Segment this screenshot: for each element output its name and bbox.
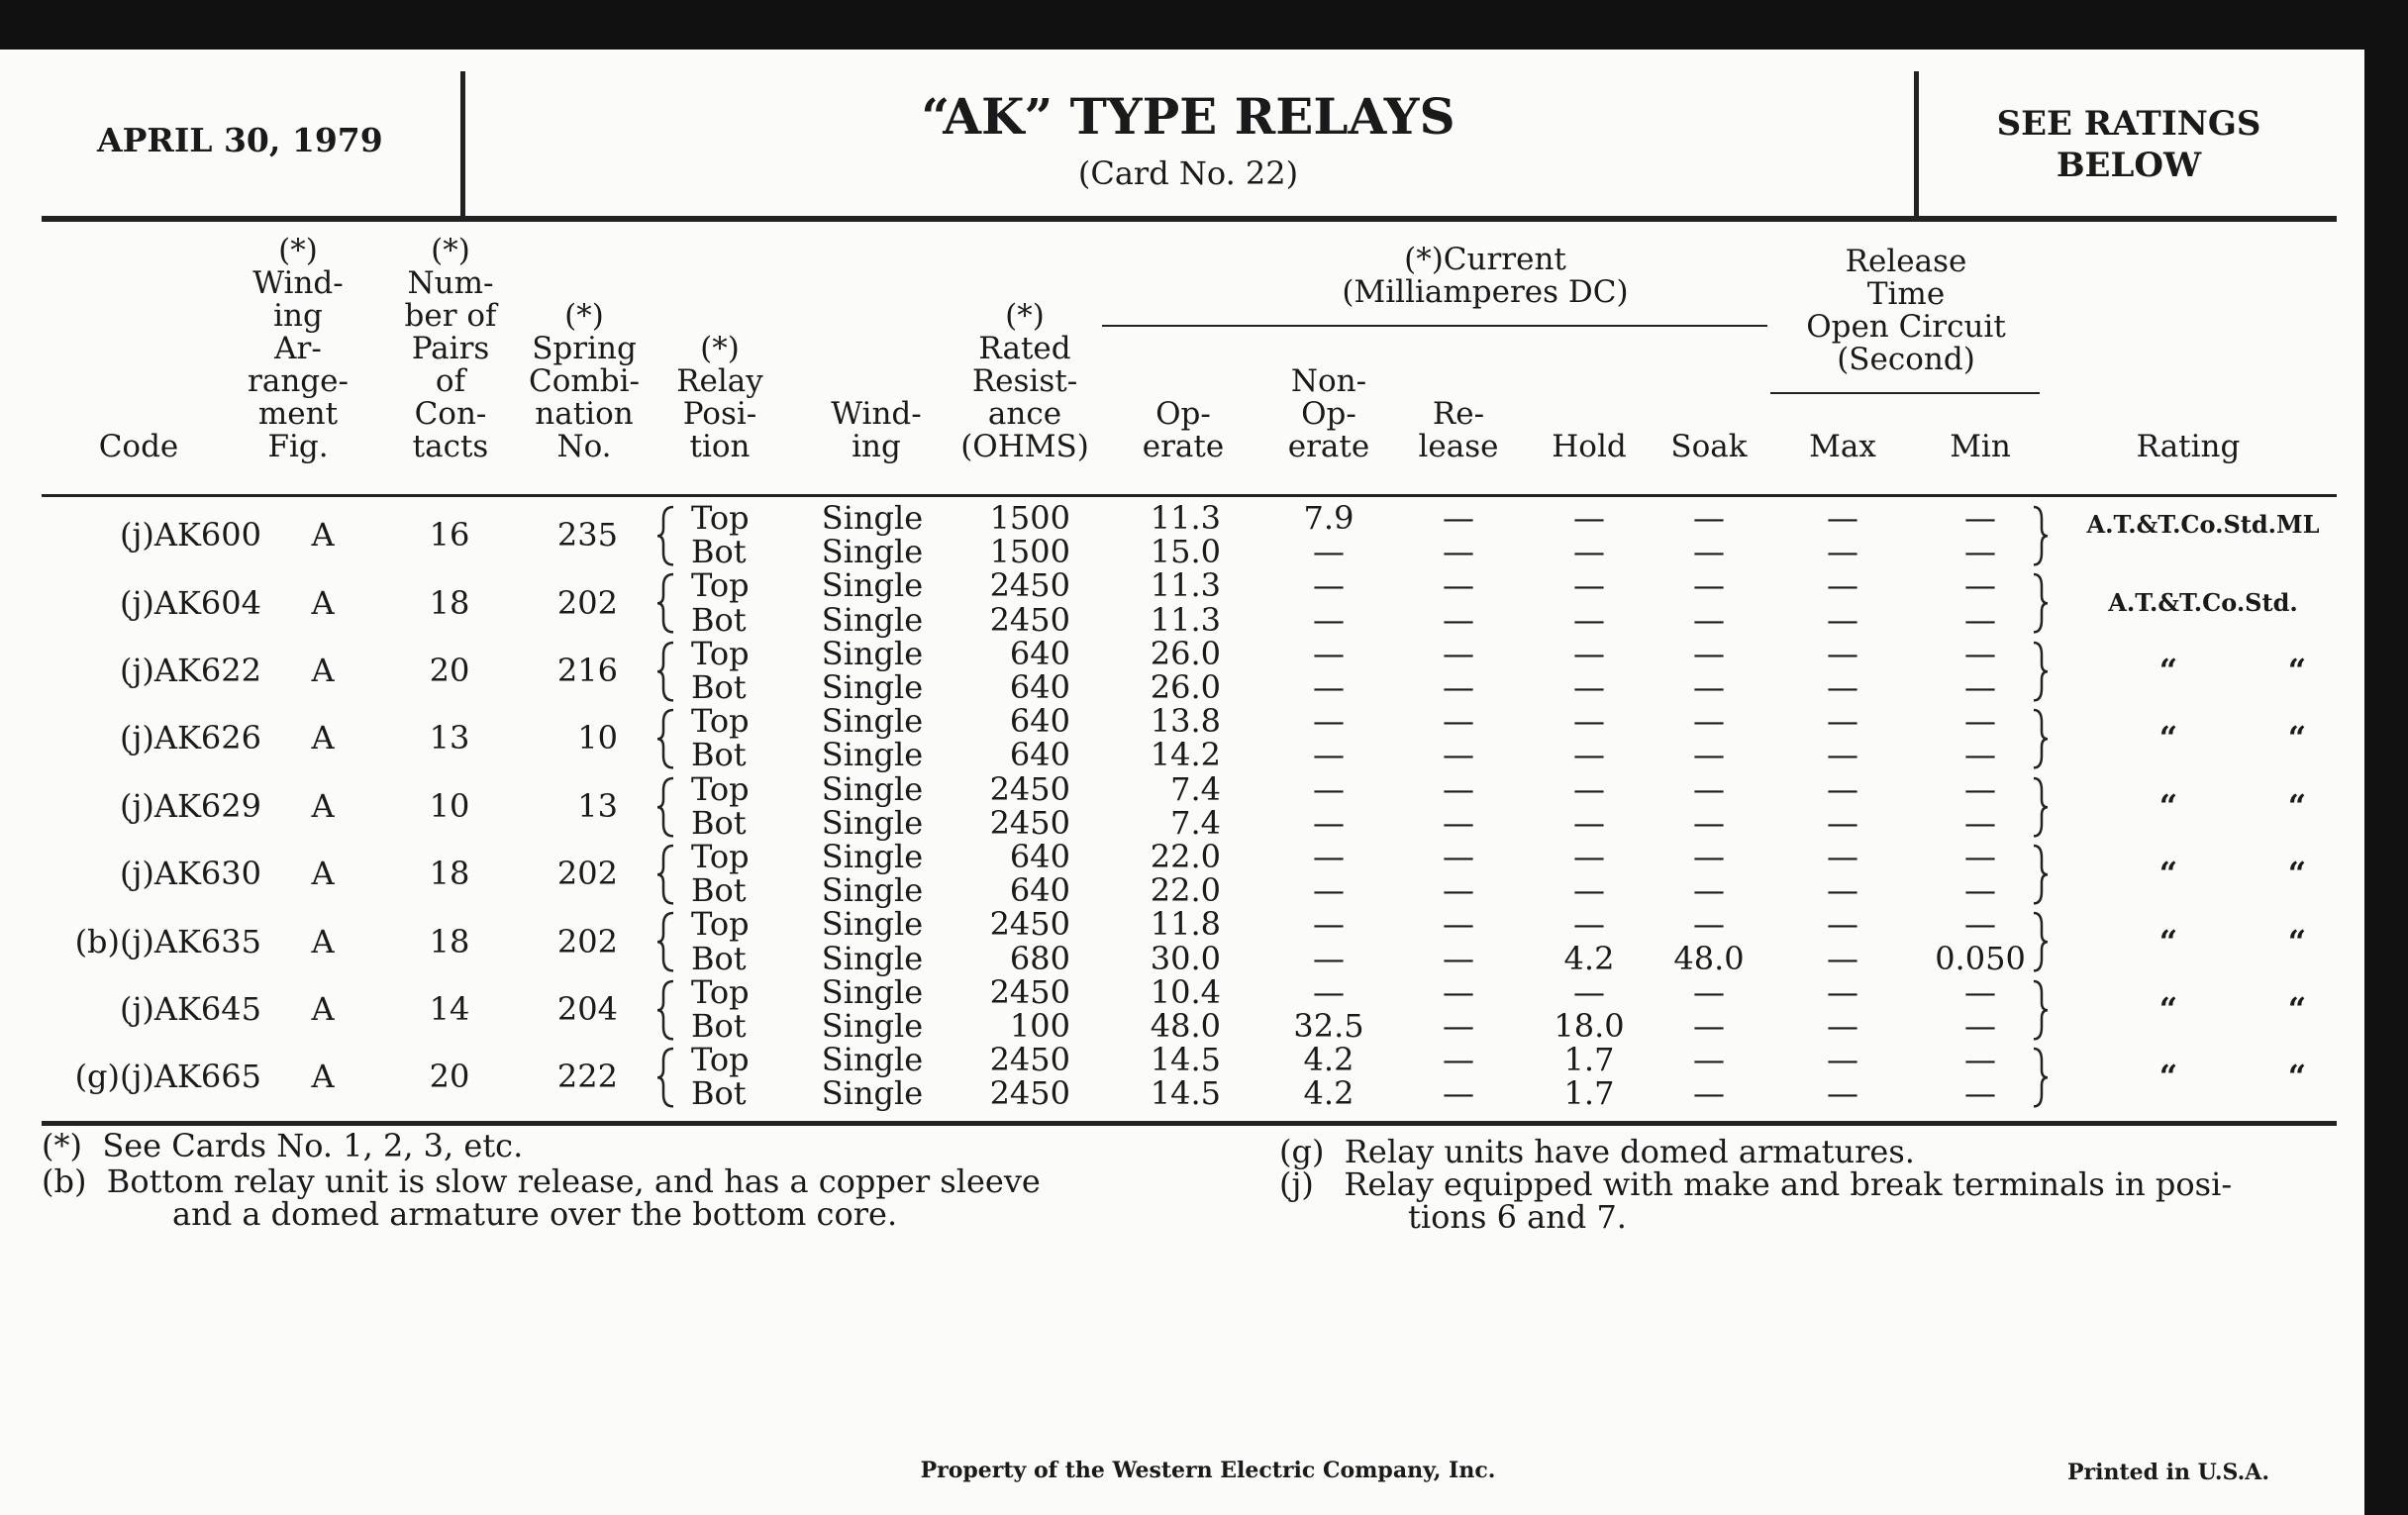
rated-resistance: 2450	[989, 1041, 1070, 1079]
release-time-max: —	[1827, 533, 1858, 571]
release-time-min: —	[1964, 905, 1996, 944]
release-time-min: —	[1964, 533, 1996, 571]
release-time-max: —	[1827, 702, 1858, 741]
soak-current: —	[1693, 634, 1725, 672]
rating: A.T.&T.Co.Std.ML	[2086, 510, 2320, 540]
operate-current: 11.3	[1150, 566, 1221, 605]
relay-position: Top	[691, 769, 750, 808]
soak-current: —	[1693, 566, 1725, 605]
rated-resistance: 2450	[989, 769, 1070, 808]
relay-position: Bot	[691, 803, 747, 842]
rating-ditto: “	[2158, 855, 2178, 893]
winding: Single	[821, 499, 924, 537]
spring-combination: 202	[556, 583, 618, 622]
winding-arrangement-fig: A	[311, 922, 335, 960]
rated-resistance: 640	[1009, 838, 1070, 875]
winding: Single	[821, 905, 924, 944]
left-brace	[657, 505, 677, 566]
soak-current: —	[1693, 1041, 1725, 1079]
soak-current: —	[1693, 1074, 1725, 1113]
soak-current: —	[1693, 1007, 1725, 1045]
release-current: —	[1443, 736, 1474, 774]
soak-current: —	[1693, 600, 1725, 639]
relay-code: (g)(j)AK665	[74, 1058, 261, 1096]
rated-resistance: 1500	[989, 499, 1070, 537]
release-time-max: —	[1827, 600, 1858, 639]
operate-current: 26.0	[1150, 634, 1221, 672]
spring-combination: 202	[556, 922, 618, 960]
rating-ditto: “	[2287, 719, 2307, 758]
release-time-max: —	[1827, 972, 1858, 1011]
rated-resistance: 2450	[989, 803, 1070, 842]
rated-resistance: 2450	[989, 566, 1070, 605]
header-rule	[42, 216, 2337, 222]
winding: Single	[821, 668, 924, 706]
right-brace	[2032, 1047, 2052, 1108]
right-brace	[2032, 641, 2052, 702]
right-brace	[2032, 776, 2052, 838]
release-time-max: —	[1827, 905, 1858, 944]
col-winding: Wind- ing	[831, 396, 922, 464]
rating-ditto: “	[2287, 651, 2307, 689]
winding-arrangement-fig: A	[311, 719, 335, 758]
non-operate-current: —	[1313, 769, 1345, 808]
pairs-of-contacts: 10	[429, 786, 470, 825]
release-time-min: —	[1964, 736, 1996, 774]
release-time-min: —	[1964, 769, 1996, 808]
operate-current: 7.4	[1170, 769, 1221, 808]
rating-ditto: “	[2287, 989, 2307, 1028]
release-current: —	[1443, 905, 1474, 944]
hold-current: —	[1573, 871, 1605, 910]
relay-code: (j)AK629	[120, 786, 261, 825]
col-release: Re- lease	[1418, 396, 1499, 464]
release-current: —	[1443, 871, 1474, 910]
hold-current: 1.7	[1563, 1041, 1615, 1079]
relay-position: Top	[691, 838, 750, 875]
winding: Single	[821, 1041, 924, 1079]
hold-current: 4.2	[1563, 939, 1615, 977]
left-brace	[657, 911, 677, 972]
spring-combination: 10	[577, 719, 618, 758]
table-bottom-rule	[42, 1121, 2337, 1126]
non-operate-current: —	[1313, 939, 1345, 977]
non-operate-current: —	[1313, 803, 1345, 842]
non-operate-current: —	[1313, 905, 1345, 944]
operate-current: 14.5	[1150, 1041, 1221, 1079]
non-operate-current: —	[1313, 634, 1345, 672]
relay-code: (b)(j)AK635	[74, 922, 261, 960]
footnote-g: (g) Relay units have domed armatures.	[1279, 1133, 1915, 1170]
rated-resistance: 640	[1009, 871, 1070, 910]
relay-position: Bot	[691, 1074, 747, 1113]
rated-resistance: 2450	[989, 972, 1070, 1011]
winding: Single	[821, 769, 924, 808]
non-operate-current: —	[1313, 600, 1345, 639]
release-time-max: —	[1827, 803, 1858, 842]
card-date: APRIL 30, 1979	[97, 121, 383, 159]
non-operate-current: —	[1313, 972, 1345, 1011]
winding: Single	[821, 1007, 924, 1045]
rated-resistance: 680	[1009, 939, 1070, 977]
soak-current: —	[1693, 871, 1725, 910]
non-operate-current: —	[1313, 533, 1345, 571]
col-operate: Op- erate	[1142, 396, 1225, 464]
soak-current: —	[1693, 769, 1725, 808]
release-current: —	[1443, 499, 1474, 537]
right-brace	[2032, 979, 2052, 1041]
rated-resistance: 1500	[989, 533, 1070, 571]
header-divider-left	[460, 71, 465, 216]
release-time-min: —	[1964, 838, 1996, 875]
non-operate-current: 32.5	[1293, 1007, 1364, 1045]
soak-current: —	[1693, 736, 1725, 774]
relay-code: (j)AK604	[120, 583, 261, 622]
rated-resistance: 640	[1009, 668, 1070, 706]
pairs-of-contacts: 13	[429, 719, 470, 758]
relay-position: Bot	[691, 1007, 747, 1045]
rated-resistance: 100	[1009, 1007, 1070, 1045]
release-time-min: —	[1964, 972, 1996, 1011]
footnote-j: (j) Relay equipped with make and break terminals in posi-	[1279, 1165, 2233, 1203]
winding: Single	[821, 702, 924, 741]
non-operate-current: —	[1313, 736, 1345, 774]
header-divider-right	[1914, 71, 1919, 216]
release-time-max: —	[1827, 769, 1858, 808]
relay-position: Top	[691, 499, 750, 537]
release-current: —	[1443, 634, 1474, 672]
relay-position: Bot	[691, 600, 747, 639]
rating-ditto: “	[2158, 922, 2178, 960]
release-time-min: —	[1964, 871, 1996, 910]
relay-position: Top	[691, 1041, 750, 1079]
relay-code: (j)AK622	[120, 651, 261, 689]
winding-arrangement-fig: A	[311, 855, 335, 893]
winding: Single	[821, 1074, 924, 1113]
col-group-current: (*)Current (Milliamperes DC)	[1342, 242, 1629, 310]
operate-current: 48.0	[1150, 1007, 1221, 1045]
non-operate-current: —	[1313, 668, 1345, 706]
soak-current: —	[1693, 499, 1725, 537]
hold-current: —	[1573, 972, 1605, 1011]
column-header-rule	[42, 494, 2337, 497]
winding-arrangement-fig: A	[311, 989, 335, 1028]
release-time-max: —	[1827, 1041, 1858, 1079]
release-time-max: —	[1827, 499, 1858, 537]
release-time-min: —	[1964, 803, 1996, 842]
col-hold: Hold	[1552, 429, 1627, 464]
pairs-of-contacts: 16	[429, 516, 470, 555]
spring-combination: 222	[556, 1058, 618, 1096]
right-brace	[2032, 572, 2052, 634]
operate-current: 22.0	[1150, 838, 1221, 875]
current-group-rule	[1102, 325, 1767, 327]
soak-current: —	[1693, 702, 1725, 741]
rated-resistance: 640	[1009, 736, 1070, 774]
rating-ditto: “	[2158, 989, 2178, 1028]
card-number: (Card No. 22)	[1077, 154, 1299, 192]
footnote-j-cont: tions 6 and 7.	[1408, 1198, 1627, 1236]
hold-current: —	[1573, 838, 1605, 875]
relay-position: Top	[691, 634, 750, 672]
release-current: —	[1443, 702, 1474, 741]
hold-current: 18.0	[1554, 1007, 1625, 1045]
non-operate-current: 4.2	[1303, 1041, 1354, 1079]
non-operate-current: —	[1313, 871, 1345, 910]
winding: Single	[821, 533, 924, 571]
col-max: Max	[1809, 429, 1876, 464]
release-current: —	[1443, 1074, 1474, 1113]
release-time-min: —	[1964, 1041, 1996, 1079]
relay-position: Top	[691, 905, 750, 944]
release-current: —	[1443, 972, 1474, 1011]
pairs-of-contacts: 14	[429, 989, 470, 1028]
release-time-min: —	[1964, 600, 1996, 639]
relay-position: Top	[691, 702, 750, 741]
operate-current: 14.2	[1150, 736, 1221, 774]
soak-current: —	[1693, 838, 1725, 875]
release-time-min: 0.050	[1935, 939, 2026, 977]
release-time-min: —	[1964, 702, 1996, 741]
hold-current: —	[1573, 600, 1605, 639]
left-brace	[657, 708, 677, 769]
winding: Single	[821, 871, 924, 910]
non-operate-current: —	[1313, 566, 1345, 605]
release-time-min: —	[1964, 1074, 1996, 1113]
relay-position: Bot	[691, 736, 747, 774]
rated-resistance: 640	[1009, 634, 1070, 672]
release-current: —	[1443, 668, 1474, 706]
col-min: Min	[1950, 429, 2011, 464]
rating-ditto: “	[2158, 719, 2178, 758]
left-brace	[657, 844, 677, 905]
printed-in: Printed in U.S.A.	[2066, 1460, 2269, 1485]
property-notice: Property of the Western Electric Company, Inc.	[920, 1458, 1496, 1483]
soak-current: 48.0	[1673, 939, 1745, 977]
operate-current: 10.4	[1150, 972, 1221, 1011]
rated-resistance: 2450	[989, 600, 1070, 639]
soak-current: —	[1693, 972, 1725, 1011]
relay-position: Bot	[691, 533, 747, 571]
relay-position: Top	[691, 972, 750, 1011]
spring-combination: 13	[577, 786, 618, 825]
winding: Single	[821, 838, 924, 875]
spring-combination: 216	[556, 651, 618, 689]
operate-current: 30.0	[1150, 939, 1221, 977]
release-current: —	[1443, 769, 1474, 808]
winding-arrangement-fig: A	[311, 516, 335, 555]
hold-current: —	[1573, 634, 1605, 672]
relay-position: Bot	[691, 668, 747, 706]
winding-arrangement-fig: A	[311, 651, 335, 689]
pairs-of-contacts: 18	[429, 922, 470, 960]
release-current: —	[1443, 600, 1474, 639]
operate-current: 13.8	[1150, 702, 1221, 741]
rating-ditto: “	[2287, 855, 2307, 893]
release-current: —	[1443, 1007, 1474, 1045]
col-group-release-time: Release Time Open Circuit (Second)	[1806, 244, 2006, 377]
relay-code: (j)AK645	[120, 989, 261, 1028]
rating-ditto: “	[2158, 786, 2178, 825]
release-current: —	[1443, 1041, 1474, 1079]
winding: Single	[821, 803, 924, 842]
rating-ditto: “	[2287, 1058, 2307, 1096]
operate-current: 7.4	[1170, 803, 1221, 842]
non-operate-current: 4.2	[1303, 1074, 1354, 1113]
winding: Single	[821, 972, 924, 1011]
col-code: Code	[98, 429, 179, 464]
winding: Single	[821, 566, 924, 605]
col-soak: Soak	[1670, 429, 1748, 464]
rating-ditto: “	[2287, 786, 2307, 825]
hold-current: —	[1573, 668, 1605, 706]
rating: A.T.&T.Co.Std.	[2108, 587, 2298, 617]
rating-ditto: “	[2158, 651, 2178, 689]
release-time-max: —	[1827, 1007, 1858, 1045]
pairs-of-contacts: 20	[429, 651, 470, 689]
relay-position: Bot	[691, 871, 747, 910]
non-operate-current: —	[1313, 702, 1345, 741]
operate-current: 11.3	[1150, 499, 1221, 537]
winding: Single	[821, 939, 924, 977]
winding-arrangement-fig: A	[311, 786, 335, 825]
col-non-operate: Non- Op- erate	[1287, 363, 1370, 464]
right-brace	[2032, 844, 2052, 905]
left-brace	[657, 641, 677, 702]
soak-current: —	[1693, 533, 1725, 571]
relay-code: (j)AK600	[120, 516, 261, 555]
spring-combination: 202	[556, 855, 618, 893]
col-winding-arrangement: (*) Wind- ing Ar- range- ment Fig.	[248, 233, 349, 464]
hold-current: 1.7	[1563, 1074, 1615, 1113]
winding-arrangement-fig: A	[311, 1058, 335, 1096]
release-current: —	[1443, 803, 1474, 842]
col-relay-position: (*) Relay Posi- tion	[676, 331, 763, 464]
col-pairs-of-contacts: (*) Num- ber of Pairs of Con- tacts	[404, 233, 497, 464]
hold-current: —	[1573, 905, 1605, 944]
winding-arrangement-fig: A	[311, 583, 335, 622]
left-brace	[657, 776, 677, 838]
release-time-min: —	[1964, 566, 1996, 605]
pairs-of-contacts: 20	[429, 1058, 470, 1096]
release-time-min: —	[1964, 634, 1996, 672]
right-brace	[2032, 911, 2052, 972]
winding: Single	[821, 600, 924, 639]
right-brace	[2032, 708, 2052, 769]
page-title: “AK” TYPE RELAYS	[921, 87, 1455, 146]
rated-resistance: 2450	[989, 905, 1070, 944]
col-rated-resistance: (*) Rated Resist- ance (OHMS)	[960, 298, 1089, 464]
relay-code: (j)AK630	[120, 855, 261, 893]
rated-resistance: 640	[1009, 702, 1070, 741]
right-brace	[2032, 505, 2052, 566]
relay-position: Top	[691, 566, 750, 605]
left-brace	[657, 979, 677, 1041]
release-time-max: —	[1827, 939, 1858, 977]
release-time-rule	[1770, 392, 2040, 394]
relay-code: (j)AK626	[120, 719, 261, 758]
release-time-min: —	[1964, 499, 1996, 537]
hold-current: —	[1573, 702, 1605, 741]
hold-current: —	[1573, 566, 1605, 605]
col-spring-combination: (*) Spring Combi- nation No.	[528, 298, 640, 464]
release-current: —	[1443, 533, 1474, 571]
operate-current: 22.0	[1150, 871, 1221, 910]
release-current: —	[1443, 566, 1474, 605]
winding: Single	[821, 634, 924, 672]
operate-current: 26.0	[1150, 668, 1221, 706]
left-brace	[657, 1047, 677, 1108]
footnote-b-cont: and a domed armature over the bottom core.	[172, 1195, 898, 1233]
soak-current: —	[1693, 668, 1725, 706]
operate-current: 11.3	[1150, 600, 1221, 639]
release-current: —	[1443, 838, 1474, 875]
rating-ditto: “	[2158, 1058, 2178, 1096]
release-time-max: —	[1827, 566, 1858, 605]
release-time-max: —	[1827, 668, 1858, 706]
winding: Single	[821, 736, 924, 774]
release-current: —	[1443, 939, 1474, 977]
release-time-max: —	[1827, 1074, 1858, 1113]
non-operate-current: 7.9	[1303, 499, 1354, 537]
release-time-min: —	[1964, 1007, 1996, 1045]
release-time-max: —	[1827, 838, 1858, 875]
spring-combination: 235	[556, 516, 618, 555]
soak-current: —	[1693, 905, 1725, 944]
col-rating: Rating	[2136, 429, 2241, 464]
spring-combination: 204	[556, 989, 618, 1028]
non-operate-current: —	[1313, 838, 1345, 875]
left-brace	[657, 572, 677, 634]
hold-current: —	[1573, 533, 1605, 571]
hold-current: —	[1573, 803, 1605, 842]
rated-resistance: 2450	[989, 1074, 1070, 1113]
relay-position: Bot	[691, 939, 747, 977]
hold-current: —	[1573, 769, 1605, 808]
operate-current: 14.5	[1150, 1074, 1221, 1113]
release-time-max: —	[1827, 736, 1858, 774]
soak-current: —	[1693, 803, 1725, 842]
hold-current: —	[1573, 499, 1605, 537]
hold-current: —	[1573, 736, 1605, 774]
pairs-of-contacts: 18	[429, 583, 470, 622]
release-time-max: —	[1827, 634, 1858, 672]
see-ratings-note: SEE RATINGS BELOW	[1996, 104, 2261, 185]
release-time-min: —	[1964, 668, 1996, 706]
footnote-star: (*) See Cards No. 1, 2, 3, etc.	[42, 1127, 524, 1164]
operate-current: 15.0	[1150, 533, 1221, 571]
release-time-max: —	[1827, 871, 1858, 910]
rating-ditto: “	[2287, 922, 2307, 960]
operate-current: 11.8	[1150, 905, 1221, 944]
footnote-b: (b) Bottom relay unit is slow release, and has a copper sleeve	[42, 1162, 1041, 1200]
pairs-of-contacts: 18	[429, 855, 470, 893]
